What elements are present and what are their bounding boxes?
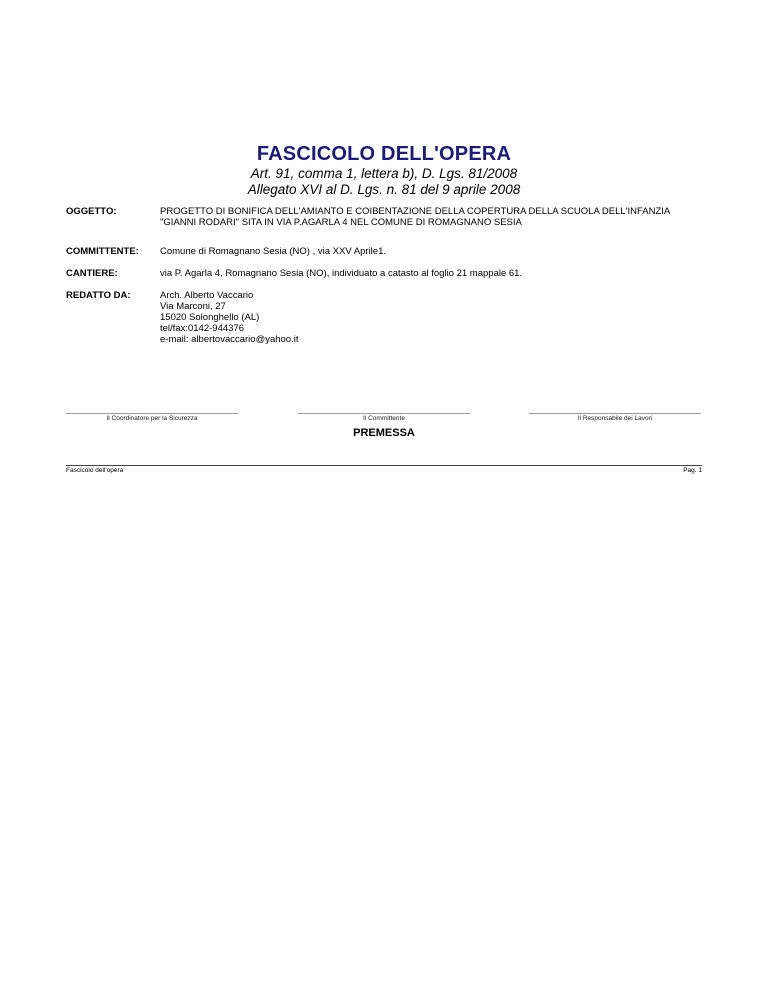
footer-document-name: Fascicolo dell'opera — [66, 467, 124, 474]
redatto-da-email: e-mail: albertovaccario@yahoo.it — [160, 334, 299, 345]
cantiere-value: via P. Agarla 4, Romagnano Sesia (NO), individuato a catasto al foglio 21 mappale 61. — [160, 268, 523, 279]
oggetto-value — [160, 206, 706, 228]
redatto-da-city: 15020 Solonghello (AL) — [160, 312, 260, 323]
redatto-da-name: Arch. Alberto Vaccario — [160, 290, 254, 301]
oggetto-value-line1: PROGETTO DI BONIFICA DELL'AMIANTO E COIBENTAZIONE DELLA COPERTURA DELLA SCUOLA DELL'INFANZIA — [160, 206, 671, 217]
document-subtitle-line1: Art. 91, comma 1, lettera b), D. Lgs. 81/2008 — [250, 166, 518, 181]
redatto-da-value — [160, 290, 706, 345]
signature-committente: Il Committente — [298, 413, 470, 422]
signature-coordinatore: Il Coordinatore per la Sicurezza — [66, 413, 238, 422]
signature-responsabile: Il Responsabile dei Lavori — [529, 413, 701, 422]
redatto-da-phone: tel/fax:0142-944376 — [160, 323, 244, 334]
oggetto-label: OGGETTO: — [66, 206, 117, 217]
footer-divider — [66, 465, 702, 466]
cantiere-label: CANTIERE: — [66, 268, 118, 279]
document-title: FASCICOLO DELL'OPERA — [256, 143, 512, 165]
committente-value: Comune di Romagnano Sesia (NO) , via XXV Aprile1. — [160, 246, 386, 257]
redatto-da-label: REDATTO DA: — [66, 290, 131, 301]
section-heading-premessa: PREMESSA — [353, 427, 415, 439]
oggetto-value-line2: "GIANNI RODARI" SITA IN VIA P.AGARLA 4 NEL COMUNE DI ROMAGNANO SESIA — [160, 217, 522, 228]
document-subtitle-line2: Allegato XVI al D. Lgs. n. 81 del 9 aprile 2008 — [247, 182, 521, 197]
footer-page-number: Pag. 1 — [683, 467, 702, 474]
committente-label: COMMITTENTE: — [66, 246, 139, 257]
redatto-da-address: Via Marconi, 27 — [160, 301, 226, 312]
